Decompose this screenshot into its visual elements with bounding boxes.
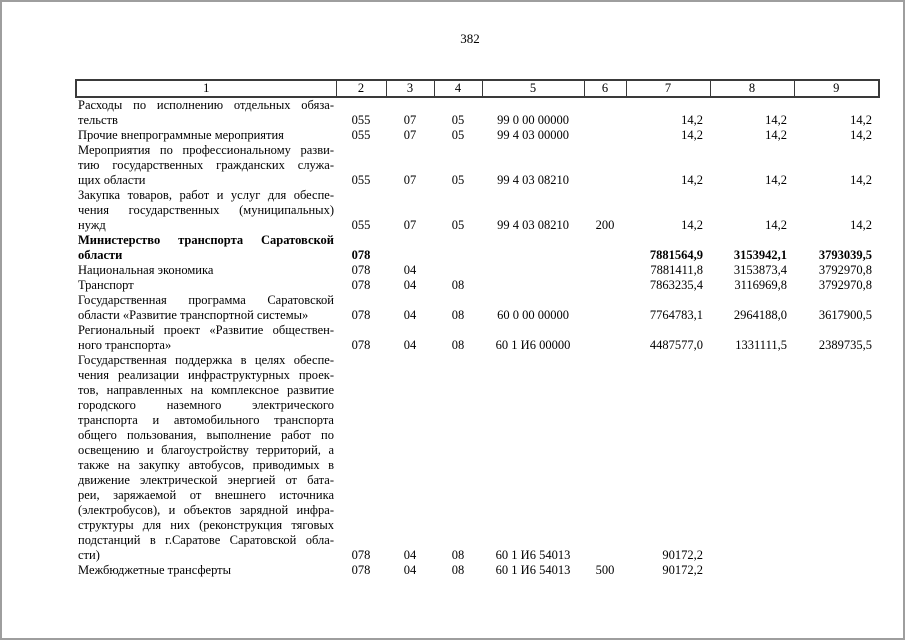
cell-col-8: 14,2 (765, 128, 787, 142)
cell-col-7: 90172,2 (662, 563, 703, 577)
text-line: структуры для них (реконструкция тяговых (78, 518, 334, 532)
cell-name (76, 278, 336, 293)
cell-col-3: 04 (403, 308, 417, 322)
text-line: Государственная программа Саратовской (78, 293, 334, 307)
cell-col-7: 7764783,1 (649, 308, 703, 322)
cell-col-4: 05 (451, 113, 465, 127)
text-line: общего пользования, выполнение работ по (78, 428, 334, 442)
text-line: ного транспорта» (78, 338, 172, 352)
cell-col-6: 200 (595, 218, 615, 232)
text-line: тельств (78, 113, 118, 127)
cell-col-2: 055 (351, 173, 371, 187)
table-row (76, 353, 879, 563)
text-line: Прочие внепрограммные мероприятия (78, 128, 284, 142)
cell-col-3: 04 (403, 263, 417, 277)
cell-col-2: 078 (351, 263, 371, 277)
cell-name (76, 293, 336, 323)
table-row (76, 97, 879, 128)
cell-col-3: 07 (403, 113, 417, 127)
text-line: тию государственных гражданских служа- (78, 158, 334, 172)
cell-col-9 (794, 353, 879, 563)
text-line: Закупка товаров, работ и услуг для обеспе- (78, 188, 334, 202)
header-col-8: 8 (710, 80, 794, 97)
cell-name (76, 323, 336, 353)
header-col-2: 2 (336, 80, 386, 97)
cell-col-7: 14,2 (681, 128, 703, 142)
cell-col-7: 7881411,8 (650, 263, 703, 277)
cell-col-7: 14,2 (681, 218, 703, 232)
cell-col-9: 3617900,5 (818, 308, 872, 322)
text-line: подстанций в г.Саратове Саратовской обла- (78, 533, 334, 547)
header-col-1: 1 (76, 80, 336, 97)
cell-col-5: 99 4 03 08210 (497, 218, 569, 232)
text-line: нужд (78, 218, 106, 232)
cell-col-2: 055 (351, 113, 371, 127)
text-line: Межбюджетные трансферты (78, 563, 232, 577)
cell-name (76, 188, 336, 233)
text-line: Мероприятия по профессиональному разви- (78, 143, 334, 157)
cell-col-6 (584, 233, 626, 263)
cell-col-2: 078 (351, 563, 371, 577)
cell-col-3: 04 (403, 548, 417, 562)
cell-col-8: 3153942,1 (733, 248, 787, 262)
table-header (76, 80, 879, 97)
table-body (76, 97, 879, 578)
page-number: 382 (460, 31, 480, 46)
cell-col-2: 078 (351, 278, 371, 292)
cell-col-4: 08 (451, 278, 465, 292)
cell-col-6: 500 (595, 563, 615, 577)
cell-col-8: 2964188,0 (733, 308, 787, 322)
cell-col-9: 14,2 (850, 113, 872, 127)
table-row (76, 278, 879, 293)
text-line: освещению и благоустройству территорий, а (78, 443, 334, 457)
table-row (76, 233, 879, 263)
table-row (76, 128, 879, 143)
cell-col-9 (794, 563, 879, 578)
cell-col-5 (482, 278, 584, 293)
text-line: Региональный проект «Развитие обществен- (78, 323, 334, 337)
cell-col-9: 14,2 (850, 173, 872, 187)
cell-col-6 (584, 323, 626, 353)
cell-name (76, 143, 336, 188)
cell-col-2: 078 (351, 338, 371, 352)
cell-col-2: 055 (351, 218, 371, 232)
table-row (76, 323, 879, 353)
cell-col-2: 078 (351, 248, 371, 262)
cell-col-7: 7881564,9 (649, 248, 703, 262)
header-col-4: 4 (434, 80, 482, 97)
text-line: Национальная экономика (78, 263, 214, 277)
cell-col-8: 3116969,8 (734, 278, 787, 292)
cell-name (76, 97, 336, 128)
cell-col-9: 14,2 (850, 128, 872, 142)
cell-col-9: 2389735,5 (818, 338, 872, 352)
cell-col-9: 3792970,8 (818, 263, 872, 277)
cell-col-9: 3793039,5 (818, 248, 872, 262)
cell-name (76, 353, 336, 563)
text-line: чения государственных (муниципальных) (78, 203, 334, 217)
budget-table (75, 79, 880, 578)
cell-col-5: 99 0 00 00000 (497, 113, 569, 127)
cell-col-8 (710, 353, 794, 563)
text-line: щих области (78, 173, 146, 187)
cell-col-2: 078 (351, 548, 371, 562)
cell-col-5 (482, 263, 584, 278)
cell-col-3: 07 (403, 218, 417, 232)
table-row (76, 263, 879, 278)
header-col-6: 6 (584, 80, 626, 97)
cell-col-8: 3153873,4 (733, 263, 787, 277)
header-row (76, 80, 879, 97)
cell-col-6 (584, 263, 626, 278)
cell-col-6 (584, 278, 626, 293)
cell-col-7: 90172,2 (662, 548, 703, 562)
cell-col-5: 60 1 И6 00000 (495, 338, 571, 352)
cell-col-6 (584, 143, 626, 188)
cell-col-8: 14,2 (765, 218, 787, 232)
cell-col-3: 04 (403, 338, 417, 352)
cell-col-9: 14,2 (850, 218, 872, 232)
table-row (76, 188, 879, 233)
cell-name (76, 233, 336, 263)
text-line: чения реализации инфраструктурных проек- (78, 368, 334, 382)
cell-col-7: 14,2 (681, 113, 703, 127)
cell-col-5 (482, 233, 584, 263)
text-line: Государственная поддержка в целях обеспе- (78, 353, 334, 367)
text-line: движение электрической энергией от бата- (78, 473, 334, 487)
cell-col-4: 05 (451, 218, 465, 232)
text-line: Транспорт (78, 278, 134, 292)
cell-col-2: 078 (351, 308, 371, 322)
cell-col-4 (434, 263, 482, 278)
text-line: Расходы по исполнению отдельных обяза- (78, 98, 334, 112)
text-line: реи, заряжаемой от внешнего источника (78, 488, 334, 502)
table-row (76, 563, 879, 578)
text-line: Министерство транспорта Саратовской (78, 233, 334, 247)
cell-col-5: 60 1 И6 54013 (495, 548, 571, 562)
cell-col-5: 60 1 И6 54013 (495, 563, 571, 577)
cell-col-8: 1331111,5 (735, 338, 787, 352)
cell-col-6 (584, 97, 626, 128)
text-line: тов, направленных на комплексное развитие (78, 383, 334, 397)
cell-col-6 (584, 128, 626, 143)
cell-col-3: 04 (403, 563, 417, 577)
cell-col-5: 99 4 03 00000 (497, 128, 569, 142)
cell-col-6 (584, 353, 626, 563)
cell-col-8 (710, 563, 794, 578)
table-row (76, 143, 879, 188)
cell-col-8: 14,2 (765, 113, 787, 127)
text-line: транспорта и автомобильного транспорта (78, 413, 334, 427)
cell-col-5: 99 4 03 08210 (497, 173, 569, 187)
header-col-5: 5 (482, 80, 584, 97)
cell-col-4 (434, 233, 482, 263)
cell-col-4: 08 (451, 563, 465, 577)
cell-col-7: 14,2 (681, 173, 703, 187)
cell-col-3: 04 (403, 278, 417, 292)
cell-col-5: 60 0 00 00000 (497, 308, 569, 322)
cell-name (76, 128, 336, 143)
cell-col-4: 08 (451, 308, 465, 322)
cell-col-9: 3792970,8 (818, 278, 872, 292)
cell-col-4: 08 (451, 548, 465, 562)
cell-col-2: 055 (351, 128, 371, 142)
header-col-3: 3 (386, 80, 434, 97)
table-row (76, 293, 879, 323)
cell-col-7: 4487577,0 (649, 338, 703, 352)
cell-col-4: 08 (451, 338, 465, 352)
cell-col-3 (386, 233, 434, 263)
text-line: также на закупку автобусов, приводимых в (78, 458, 334, 472)
header-col-7: 7 (626, 80, 710, 97)
cell-col-6 (584, 293, 626, 323)
text-line: городского наземного электрического (78, 398, 334, 412)
cell-col-3: 07 (403, 173, 417, 187)
text-line: (электробусов), и объектов зарядной инфра- (78, 503, 334, 517)
cell-name (76, 263, 336, 278)
cell-col-3: 07 (403, 128, 417, 142)
cell-col-4: 05 (451, 128, 465, 142)
cell-col-7: 7863235,4 (649, 278, 703, 292)
text-line: области «Развитие транспортной системы» (78, 308, 309, 322)
text-line: области (78, 248, 123, 262)
cell-col-8: 14,2 (765, 173, 787, 187)
text-line: сти) (78, 548, 100, 562)
cell-name (76, 563, 336, 578)
header-col-9: 9 (794, 80, 879, 97)
cell-col-4: 05 (451, 173, 465, 187)
